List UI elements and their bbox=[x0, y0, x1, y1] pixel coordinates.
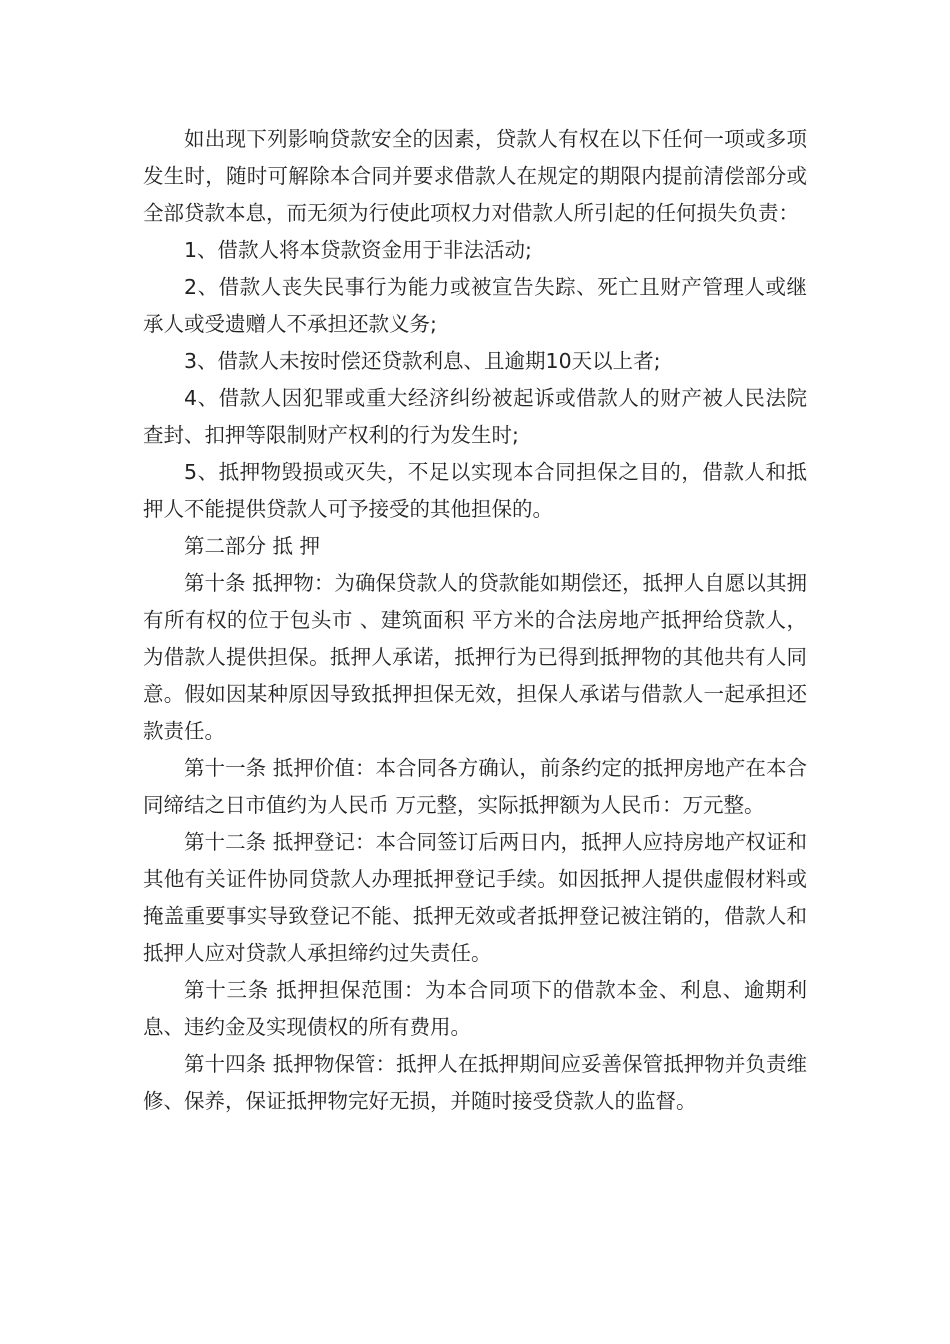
article-13: 第十三条 抵押担保范围：为本合同项下的借款本金、利息、逾期利息、违约金及实现债权的所有费用。 bbox=[143, 978, 807, 1039]
article-12: 第十二条 抵押登记：本合同签订后两日内，抵押人应持房地产权证和其他有关证件协同贷款人办理抵押登记手续。如因抵押人提供虚假材料或掩盖重要事实导致登记不能、抵押无效或者抵押登记被注销的，借款人和抵押人应对贷款人承担缔约过失责任。 bbox=[143, 830, 807, 965]
list-item-4: 4、借款人因犯罪或重大经济纠纷被起诉或借款人的财产被人民法院查封、扣押等限制财产权利的行为发生时; bbox=[143, 386, 807, 447]
list-item-2: 2、借款人丧失民事行为能力或被宣告失踪、死亡且财产管理人或继承人或受遗赠人不承担还款义务; bbox=[143, 275, 807, 336]
article-11: 第十一条 抵押价值：本合同各方确认，前条约定的抵押房地产在本合同缔结之日市值约为人民币 万元整，实际抵押额为人民币：万元整。 bbox=[143, 756, 807, 817]
list-item-3: 3、借款人未按时偿还贷款利息、且逾期10天以上者; bbox=[184, 349, 661, 373]
section-heading: 第二部分 抵 押 bbox=[184, 534, 321, 558]
list-item-1: 1、借款人将本贷款资金用于非法活动; bbox=[184, 238, 532, 262]
article-14: 第十四条 抵押物保管：抵押人在抵押期间应妥善保管抵押物并负责维修、保养，保证抵押物完好无损，并随时接受贷款人的监督。 bbox=[143, 1052, 807, 1113]
document-body bbox=[143, 121, 807, 1120]
list-item-5: 5、抵押物毁损或灭失，不足以实现本合同担保之目的，借款人和抵押人不能提供贷款人可予接受的其他担保的。 bbox=[143, 460, 807, 521]
paragraph-preamble: 如出现下列影响贷款安全的因素，贷款人有权在以下任何一项或多项发生时，随时可解除本合同并要求借款人在规定的期限内提前清偿部分或全部贷款本息，而无须为行使此项权力对借款人所引起的任何损失负责： bbox=[143, 127, 807, 225]
article-10: 第十条 抵押物：为确保贷款人的贷款能如期偿还，抵押人自愿以其拥有所有权的位于包头市 、建筑面积 平方米的合法房地产抵押给贷款人，为借款人提供担保。抵押人承诺，抵押行为已得到抵押物的其他共有人同意。假如因某种原因导致抵押担保无效，担保人承诺与借款人一起承担还款责任。 bbox=[143, 571, 807, 743]
